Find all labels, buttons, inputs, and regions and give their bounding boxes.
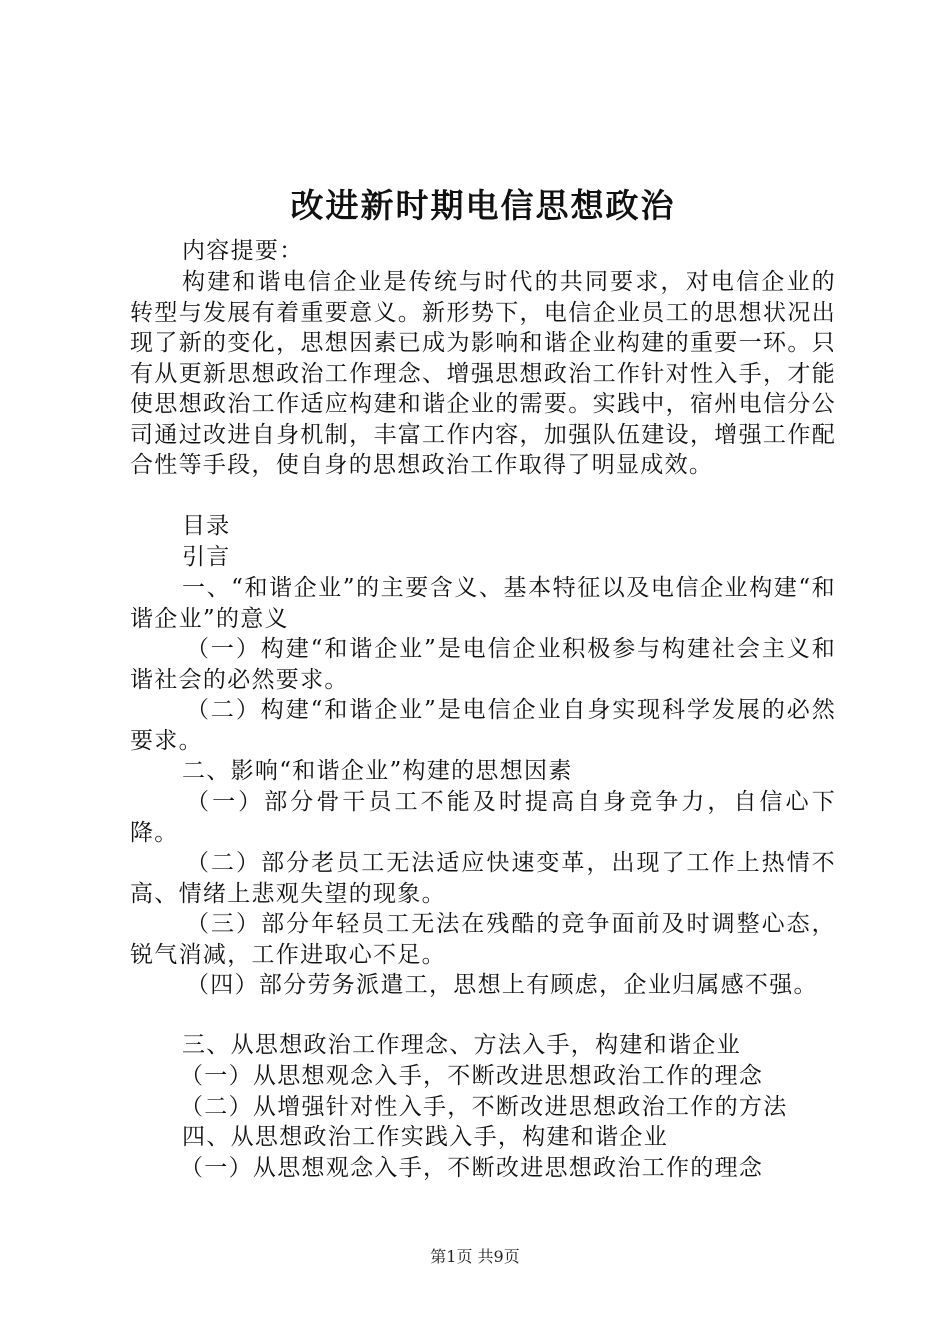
toc-item-1-1: （一）构建“和谐企业”是电信企业积极参与构建社会主义和谐社会的必然要求。 — [130, 636, 836, 693]
toc-item-2-3: （三）部分年轻员工无法在残酷的竞争面前及时调整心态，锐气消减，工作进取心不足。 — [130, 911, 836, 968]
toc-heading: 目录 — [182, 513, 231, 539]
toc-item-section-1: 一、“和谐企业”的主要含义、基本特征以及电信企业构建“和谐企业”的意义 — [130, 575, 836, 632]
page-footer: 第1页 共9页 — [430, 1247, 520, 1266]
document-title: 改进新时期电信思想政治 — [290, 186, 676, 225]
toc-item-3-2: （二）从增强针对性入手，不断改进思想政治工作的方法 — [180, 1094, 788, 1120]
toc-item-section-4: 四、从思想政治工作实践入手，构建和谐企业 — [182, 1124, 668, 1150]
toc-item-1-2: （二）构建“和谐企业”是电信企业自身实现科学发展的必然要求。 — [130, 697, 836, 754]
toc-item-2-2: （二）部分老员工无法适应快速变革，出现了工作上热情不高、情绪上悲观失望的现象。 — [130, 850, 836, 907]
toc-item-intro: 引言 — [182, 544, 231, 570]
toc-item-2-4: （四）部分劳务派遣工，思想上有顾虑，企业归属感不强。 — [186, 972, 818, 998]
toc-item-3-1: （一）从思想观念入手，不断改进思想政治工作的理念 — [180, 1063, 764, 1089]
toc-item-2-1: （一）部分骨干员工不能及时提高自身竞争力，自信心下降。 — [130, 789, 836, 846]
abstract-text: 构建和谐电信企业是传统与时代的共同要求，对电信企业的转型与发展有着重要意义。新形势下，电信企业员工的思想状况出现了新的变化，思想因素已成为影响和谐企业构建的重要一环。只有从更新思想政治工作理念、增强思想政治工作针对性入手，才能使思想政治工作适应构建和谐企业的需要。实践中，宿州电信分公司通过改进自身机制，丰富工作内容，加强队伍建设，增强工作配合性等手段，使自身的思想政治工作取得了明显成效。 — [130, 269, 836, 478]
abstract-heading: 内容提要： — [182, 238, 304, 264]
toc-item-section-3: 三、从思想政治工作理念、方法入手，构建和谐企业 — [182, 1032, 741, 1058]
toc-item-section-2: 二、影响“和谐企业”构建的思想因素 — [182, 758, 573, 784]
toc-item-4-1: （一）从思想观念入手，不断改进思想政治工作的理念 — [180, 1155, 764, 1181]
